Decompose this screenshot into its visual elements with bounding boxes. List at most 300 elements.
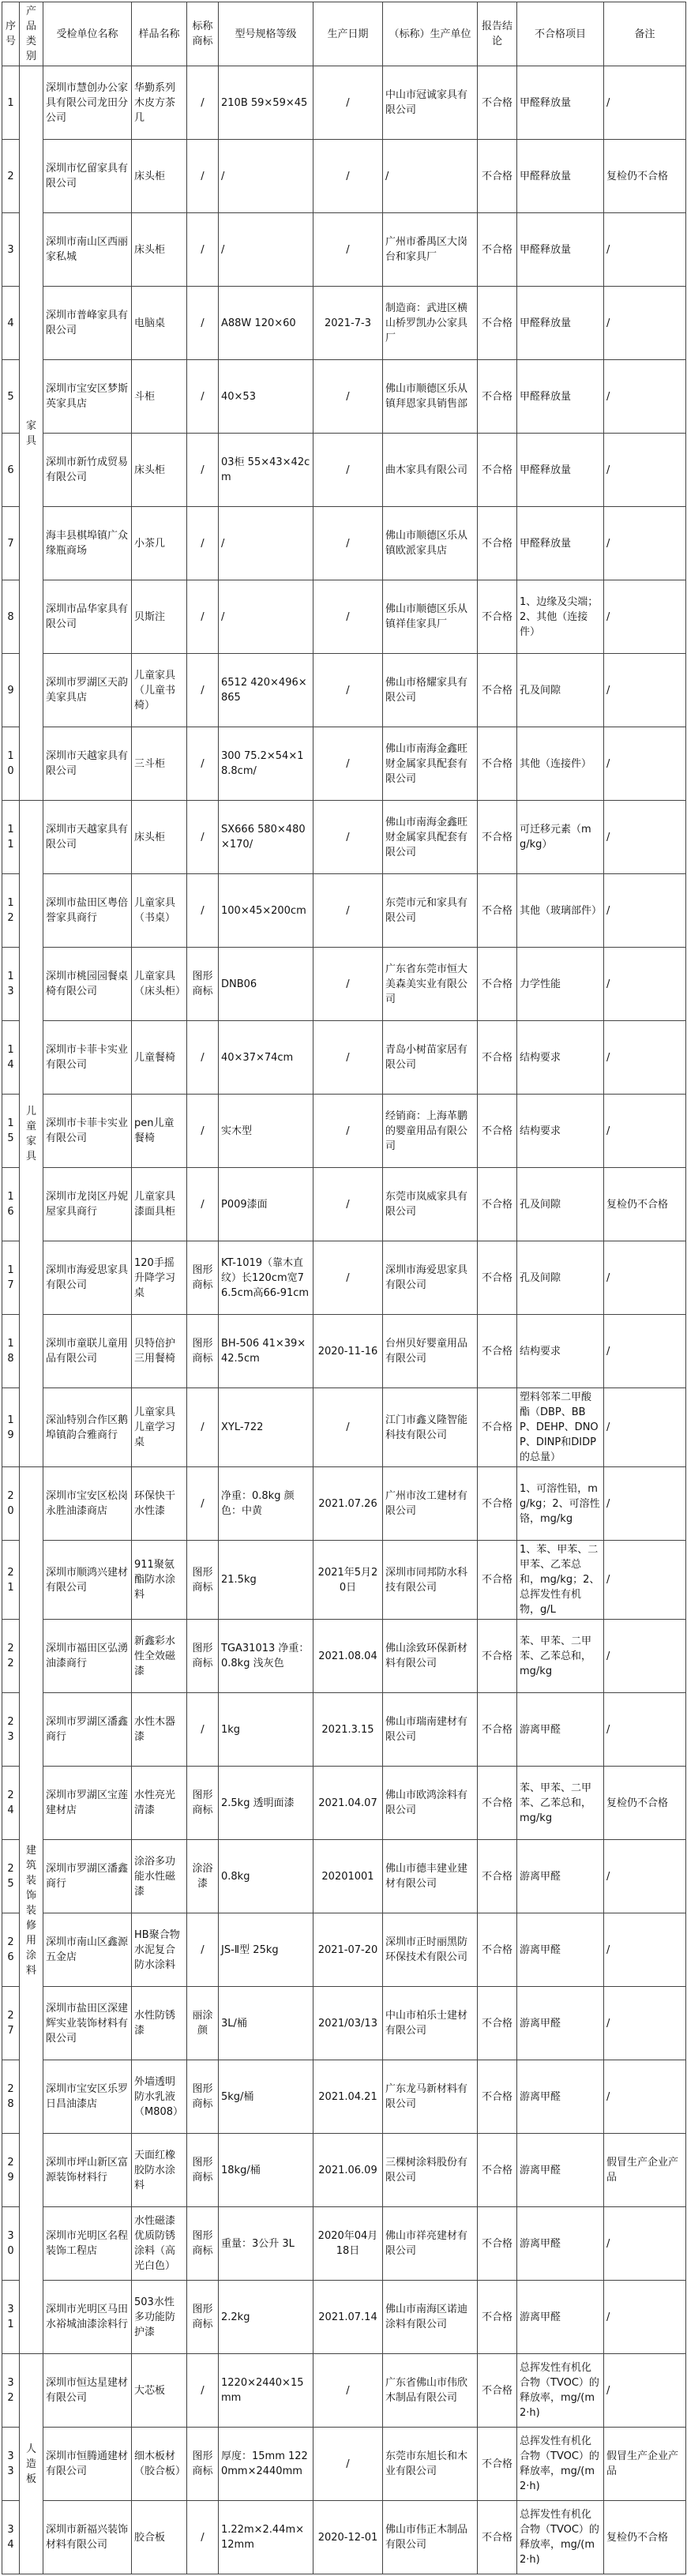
row-unit: 深圳市南山区鑫源五金店 <box>43 1913 132 1987</box>
row-items: 游离甲醛 <box>517 2281 604 2354</box>
row-result: 不合格 <box>478 213 517 287</box>
row-date: / <box>313 874 383 948</box>
row-brand: / <box>187 1693 219 1767</box>
table-row <box>2 287 686 360</box>
row-sample: 床头柜 <box>132 140 187 213</box>
row-producer: 深圳市正时丽黑防环保技术有限公司 <box>383 1913 478 1987</box>
row-unit: 深圳市龙岗区丹妮屋家具商行 <box>43 1168 132 1241</box>
table-row <box>2 2281 686 2354</box>
row-result: 不合格 <box>478 2354 517 2428</box>
row-producer: 东莞市岚威家具有限公司 <box>383 1168 478 1241</box>
row-brand: / <box>187 801 219 874</box>
row-model: 0.8kg <box>219 1840 313 1913</box>
row-model: SX666 580×480×170/ <box>219 801 313 874</box>
row-model: BH-506 41×39×42.5cm <box>219 1315 313 1388</box>
row-unit: 深圳市忆留家具有限公司 <box>43 140 132 213</box>
row-items: 其他（玻璃部件） <box>517 874 604 948</box>
row-date: / <box>313 434 383 507</box>
row-model: 1kg <box>219 1693 313 1767</box>
table-row <box>2 1467 686 1541</box>
row-no: 32 <box>2 2354 20 2428</box>
row-model: 2.5kg 透明面漆 <box>219 1767 313 1840</box>
row-remark: 假冒生产企业产品 <box>604 2428 686 2501</box>
row-unit: 深圳市罗湖区宝莲建材店 <box>43 1767 132 1840</box>
row-date: / <box>313 140 383 213</box>
row-remark: / <box>604 287 686 360</box>
row-remark: / <box>604 1315 686 1388</box>
row-date: 2021-7-3 <box>313 287 383 360</box>
row-items: 1、可溶性铅，mg/kg；2、可溶性铬，mg/kg <box>517 1467 604 1541</box>
row-model: 6512 420×496×865 <box>219 654 313 727</box>
row-unit: 深圳市宝安区乐罗日昌油漆店 <box>43 2060 132 2134</box>
row-no: 19 <box>2 1388 20 1467</box>
table-row <box>2 507 686 580</box>
row-result: 不合格 <box>478 1693 517 1767</box>
row-brand: 图形商标 <box>187 2207 219 2281</box>
row-brand: / <box>187 140 219 213</box>
row-no: 24 <box>2 1767 20 1840</box>
table-row <box>2 727 686 801</box>
row-sample: 新鑫彩水性全效磁漆 <box>132 1620 187 1693</box>
row-sample: 水性亮光清漆 <box>132 1767 187 1840</box>
row-items: 甲醛释放量 <box>517 140 604 213</box>
row-brand: / <box>187 360 219 434</box>
row-items: 孔及间隙 <box>517 1241 604 1315</box>
row-model: 100×45×200cm <box>219 874 313 948</box>
row-model: 厚度：15mm 1220mm×2440mm <box>219 2428 313 2501</box>
row-result: 不合格 <box>478 801 517 874</box>
row-result: 不合格 <box>478 66 517 140</box>
row-sample: 水性防锈漆 <box>132 1987 187 2060</box>
row-date: / <box>313 654 383 727</box>
row-remark: / <box>604 948 686 1021</box>
row-unit: 深圳市天越家具有限公司 <box>43 801 132 874</box>
row-model: / <box>219 213 313 287</box>
row-result: 不合格 <box>478 580 517 654</box>
row-sample: 电脑桌 <box>132 287 187 360</box>
row-brand: 图形商标 <box>187 1241 219 1315</box>
row-sample: 水性木器漆 <box>132 1693 187 1767</box>
table-row <box>2 140 686 213</box>
row-remark: / <box>604 360 686 434</box>
row-result: 不合格 <box>478 1388 517 1467</box>
table-row <box>2 580 686 654</box>
row-unit: 深圳市顺鸿兴建材有限公司 <box>43 1541 132 1620</box>
row-model: / <box>219 507 313 580</box>
category-cell: 人造板 <box>20 2354 43 2574</box>
row-brand: / <box>187 66 219 140</box>
row-brand: / <box>187 213 219 287</box>
row-no: 33 <box>2 2428 20 2501</box>
row-remark: / <box>604 1913 686 1987</box>
row-remark: 复检仍不合格 <box>604 2501 686 2574</box>
row-no: 3 <box>2 213 20 287</box>
row-no: 5 <box>2 360 20 434</box>
row-result: 不合格 <box>478 1987 517 2060</box>
row-remark: / <box>604 1388 686 1467</box>
row-result: 不合格 <box>478 507 517 580</box>
row-items: 甲醛释放量 <box>517 213 604 287</box>
row-unit: 深汕特别合作区鹅埠镇韵合雅商行 <box>43 1388 132 1467</box>
row-no: 26 <box>2 1913 20 1987</box>
row-unit: 深圳市盐田区粤倍誉家具商行 <box>43 874 132 948</box>
row-remark: / <box>604 1840 686 1913</box>
row-model: / <box>219 140 313 213</box>
row-result: 不合格 <box>478 1620 517 1693</box>
row-result: 不合格 <box>478 360 517 434</box>
row-result: 不合格 <box>478 654 517 727</box>
row-date: / <box>313 580 383 654</box>
row-unit: 深圳市海爱思家具有限公司 <box>43 1241 132 1315</box>
row-items: 总挥发性有机化合物（TVOC）的释放率，mg/(m2·h) <box>517 2354 604 2428</box>
row-brand: 图形商标 <box>187 1767 219 1840</box>
row-unit: 深圳市恒腾通建材有限公司 <box>43 2428 132 2501</box>
row-brand: / <box>187 727 219 801</box>
row-items: 游离甲醛 <box>517 1840 604 1913</box>
row-remark: / <box>604 2207 686 2281</box>
row-date: / <box>313 66 383 140</box>
row-no: 9 <box>2 654 20 727</box>
row-sample: 911聚氨酯防水涂料 <box>132 1541 187 1620</box>
row-unit: 深圳市新竹成贸易有限公司 <box>43 434 132 507</box>
row-date: 2021/03/13 <box>313 1987 383 2060</box>
row-date: 2020年04月18日 <box>313 2207 383 2281</box>
row-remark: / <box>604 727 686 801</box>
row-items: 游离甲醛 <box>517 2060 604 2134</box>
row-brand: / <box>187 434 219 507</box>
row-date: / <box>313 1241 383 1315</box>
row-brand: 图形商标 <box>187 1541 219 1620</box>
row-remark: / <box>604 1620 686 1693</box>
row-date: / <box>313 2428 383 2501</box>
row-model: 1.22m×2.44m×12mm <box>219 2501 313 2574</box>
row-no: 20 <box>2 1467 20 1541</box>
row-producer: 佛山市南海金鑫旺财金属家具配套有限公司 <box>383 727 478 801</box>
row-brand: 图形商标 <box>187 1315 219 1388</box>
row-remark: 假冒生产企业产品 <box>604 2134 686 2207</box>
row-brand: / <box>187 2354 219 2428</box>
row-items: 1、边缘及尖端；2、其他（连接件） <box>517 580 604 654</box>
category-cell: 建筑装饰装修用涂料 <box>20 1467 43 2354</box>
row-sample: 斗柜 <box>132 360 187 434</box>
table-row <box>2 1095 686 1168</box>
row-date: / <box>313 213 383 287</box>
row-unit: 深圳市普峰家具有限公司 <box>43 287 132 360</box>
row-producer: 曲木家具有限公司 <box>383 434 478 507</box>
row-result: 不合格 <box>478 2501 517 2574</box>
row-brand: / <box>187 580 219 654</box>
inspection-results-table <box>2 2 686 2574</box>
row-remark: 复检仍不合格 <box>604 1767 686 1840</box>
row-items: 甲醛释放量 <box>517 66 604 140</box>
row-model: 40×37×74cm <box>219 1021 313 1095</box>
row-sample: 床头柜 <box>132 434 187 507</box>
row-items: 力学性能 <box>517 948 604 1021</box>
row-remark: / <box>604 2281 686 2354</box>
table-row <box>2 1693 686 1767</box>
row-sample: 儿童家具儿童学习桌 <box>132 1388 187 1467</box>
row-unit: 深圳市卡菲卡实业有限公司 <box>43 1021 132 1095</box>
row-producer: 深圳市海爱思家具有限公司 <box>383 1241 478 1315</box>
row-date: 2021.06.09 <box>313 2134 383 2207</box>
row-no: 11 <box>2 801 20 874</box>
table-row <box>2 1767 686 1840</box>
row-items: 甲醛释放量 <box>517 360 604 434</box>
row-producer: 台州贝好婴童用品有限公司 <box>383 1315 478 1388</box>
table-row <box>2 1541 686 1620</box>
row-sample: 儿童餐椅 <box>132 1021 187 1095</box>
row-remark: / <box>604 1095 686 1168</box>
row-no: 14 <box>2 1021 20 1095</box>
row-result: 不合格 <box>478 2060 517 2134</box>
row-items: 甲醛释放量 <box>517 434 604 507</box>
table-row <box>2 434 686 507</box>
row-sample: 天面红橡胶防水涂料 <box>132 2134 187 2207</box>
row-remark: / <box>604 66 686 140</box>
row-sample: pen儿童餐椅 <box>132 1095 187 1168</box>
row-producer: 东莞市东旭长和木业有限公司 <box>383 2428 478 2501</box>
row-brand: / <box>187 507 219 580</box>
row-sample: 胶合板 <box>132 2501 187 2574</box>
row-sample: 120手摇升降学习桌 <box>132 1241 187 1315</box>
row-model: 18kg/桶 <box>219 2134 313 2207</box>
row-no: 13 <box>2 948 20 1021</box>
table-row <box>2 2207 686 2281</box>
row-producer: 佛山市欧鸿涂料有限公司 <box>383 1767 478 1840</box>
row-sample: 503水性多功能防护漆 <box>132 2281 187 2354</box>
row-no: 16 <box>2 1168 20 1241</box>
row-items: 结构要求 <box>517 1021 604 1095</box>
table-row <box>2 1840 686 1913</box>
row-model: JS-Ⅱ型 25kg <box>219 1913 313 1987</box>
row-producer: 江门市鑫义隆智能科技有限公司 <box>383 1388 478 1467</box>
row-date: / <box>313 948 383 1021</box>
row-result: 不合格 <box>478 874 517 948</box>
row-result: 不合格 <box>478 434 517 507</box>
table-row <box>2 2134 686 2207</box>
header-sample: 样品名称 <box>132 2 187 66</box>
row-remark: / <box>604 1241 686 1315</box>
row-sample: HB聚合物水泥复合防水涂料 <box>132 1913 187 1987</box>
row-brand: 涂浴漆 <box>187 1840 219 1913</box>
row-unit: 深圳市品华家具有限公司 <box>43 580 132 654</box>
row-producer: / <box>383 140 478 213</box>
row-model: P009漆面 <box>219 1168 313 1241</box>
row-date: 2020-11-16 <box>313 1315 383 1388</box>
header-date: 生产日期 <box>313 2 383 66</box>
row-date: / <box>313 1388 383 1467</box>
row-no: 6 <box>2 434 20 507</box>
row-model: DNB06 <box>219 948 313 1021</box>
row-no: 12 <box>2 874 20 948</box>
row-remark: / <box>604 654 686 727</box>
row-result: 不合格 <box>478 2134 517 2207</box>
row-producer: 佛山市德丰建业建材有限公司 <box>383 1840 478 1913</box>
row-model: 净重：0.8kg 颜色：中黄 <box>219 1467 313 1541</box>
row-brand: / <box>187 654 219 727</box>
category-cell: 儿童家具 <box>20 801 43 1467</box>
row-brand: / <box>187 1467 219 1541</box>
row-model: 5kg/桶 <box>219 2060 313 2134</box>
row-no: 22 <box>2 1620 20 1693</box>
row-model: 03柜 55×43×42cm <box>219 434 313 507</box>
row-date: / <box>313 727 383 801</box>
row-model: 21.5kg <box>219 1541 313 1620</box>
row-brand: 图形商标 <box>187 2428 219 2501</box>
row-model: 1220×2440×15mm <box>219 2354 313 2428</box>
row-no: 34 <box>2 2501 20 2574</box>
row-remark: / <box>604 2354 686 2428</box>
row-no: 2 <box>2 140 20 213</box>
row-model: 重量：3公升 3L <box>219 2207 313 2281</box>
row-no: 30 <box>2 2207 20 2281</box>
table-row <box>2 2354 686 2428</box>
row-items: 其他（连接件） <box>517 727 604 801</box>
row-producer: 佛山市顺德区乐从镇欧派家具店 <box>383 507 478 580</box>
row-items: 苯、甲苯、二甲苯、乙苯总和，mg/kg <box>517 1767 604 1840</box>
row-result: 不合格 <box>478 140 517 213</box>
row-producer: 佛山市祥亮建材有限公司 <box>383 2207 478 2281</box>
row-remark: / <box>604 580 686 654</box>
row-producer: 中山市冠诚家具有限公司 <box>383 66 478 140</box>
row-unit: 深圳市童联儿童用品有限公司 <box>43 1315 132 1388</box>
row-producer: 经销商：上海革鹏的婴童用品有限公司 <box>383 1095 478 1168</box>
row-no: 15 <box>2 1095 20 1168</box>
row-sample: 水性磁漆优质防锈涂料（高光白色） <box>132 2207 187 2281</box>
row-remark: / <box>604 1021 686 1095</box>
row-items: 1、苯、甲苯、二甲苯、乙苯总和，mg/kg；2、总挥发性有机物，g/L <box>517 1541 604 1620</box>
row-unit: 深圳市卡菲卡实业有限公司 <box>43 1095 132 1168</box>
row-result: 不合格 <box>478 287 517 360</box>
row-producer: 广东龙马新材料有限公司 <box>383 2060 478 2134</box>
row-items: 可迁移元素（mg/kg） <box>517 801 604 874</box>
table-row <box>2 213 686 287</box>
row-result: 不合格 <box>478 1168 517 1241</box>
row-sample: 大芯板 <box>132 2354 187 2428</box>
row-result: 不合格 <box>478 1767 517 1840</box>
row-no: 1 <box>2 66 20 140</box>
row-result: 不合格 <box>478 727 517 801</box>
row-unit: 深圳市宝安区梦斯英家具店 <box>43 360 132 434</box>
row-unit: 深圳市南山区西丽家私城 <box>43 213 132 287</box>
row-sample: 儿童家具漆面具柜 <box>132 1168 187 1241</box>
row-date: 2021.07.26 <box>313 1467 383 1541</box>
row-result: 不合格 <box>478 1913 517 1987</box>
row-model: 210B 59×59×45 <box>219 66 313 140</box>
row-brand: 图形商标 <box>187 2060 219 2134</box>
row-producer: 佛山市南海区诺迪涂料有限公司 <box>383 2281 478 2354</box>
row-result: 不合格 <box>478 948 517 1021</box>
table-row <box>2 1987 686 2060</box>
row-result: 不合格 <box>478 1021 517 1095</box>
table-row <box>2 1168 686 1241</box>
row-date: 2021.04.21 <box>313 2060 383 2134</box>
row-result: 不合格 <box>478 1241 517 1315</box>
row-model: 3L/桶 <box>219 1987 313 2060</box>
row-sample: 儿童家具（床头柜） <box>132 948 187 1021</box>
table-row <box>2 360 686 434</box>
row-producer: 深圳市同邦防水科技有限公司 <box>383 1541 478 1620</box>
table-row <box>2 874 686 948</box>
row-brand: / <box>187 2501 219 2574</box>
row-remark: / <box>604 434 686 507</box>
row-sample: 涂浴多功能水性磁漆 <box>132 1840 187 1913</box>
row-items: 游离甲醛 <box>517 2134 604 2207</box>
row-sample: 小茶几 <box>132 507 187 580</box>
row-unit: 深圳市恒达星建材有限公司 <box>43 2354 132 2428</box>
row-unit: 深圳市罗湖区潘鑫商行 <box>43 1693 132 1767</box>
table-row <box>2 1315 686 1388</box>
row-sample: 贝特倍护三用餐椅 <box>132 1315 187 1388</box>
row-date: 2021.3.15 <box>313 1693 383 1767</box>
row-remark: 复检仍不合格 <box>604 1168 686 1241</box>
row-remark: / <box>604 1987 686 2060</box>
table-row <box>2 1620 686 1693</box>
row-producer: 广东省佛山市伟欣木制品有限公司 <box>383 2354 478 2428</box>
row-date: / <box>313 507 383 580</box>
row-items: 游离甲醛 <box>517 2207 604 2281</box>
row-remark: / <box>604 801 686 874</box>
category-cell: 家具 <box>20 66 43 801</box>
row-unit: 深圳市新福兴装饰材料有限公司 <box>43 2501 132 2574</box>
row-date: 2021.07.14 <box>313 2281 383 2354</box>
row-unit: 深圳市天越家具有限公司 <box>43 727 132 801</box>
row-items: 苯、甲苯、二甲苯、乙苯总和，mg/kg <box>517 1620 604 1693</box>
row-brand: / <box>187 287 219 360</box>
row-remark: / <box>604 213 686 287</box>
row-producer: 广东省东莞市恒大美森美实业有限公司 <box>383 948 478 1021</box>
row-date: 20201001 <box>313 1840 383 1913</box>
header-model: 型号规格等级 <box>219 2 313 66</box>
row-result: 不合格 <box>478 2428 517 2501</box>
row-producer: 青岛小树苗家居有限公司 <box>383 1021 478 1095</box>
row-items: 游离甲醛 <box>517 1987 604 2060</box>
row-producer: 广州市汝工建材有限公司 <box>383 1467 478 1541</box>
row-producer: 中山市柏乐士建材有限公司 <box>383 1987 478 2060</box>
row-producer: 佛山市顺德区乐从镇祥佳家具厂 <box>383 580 478 654</box>
row-no: 18 <box>2 1315 20 1388</box>
row-remark: / <box>604 2060 686 2134</box>
row-unit: 深圳市福田区弘湧油漆商行 <box>43 1620 132 1693</box>
row-model: KT-1019（靠木直纹）长120cm宽76.5cm高66-91cm <box>219 1241 313 1315</box>
row-no: 8 <box>2 580 20 654</box>
row-unit: 深圳市罗湖区潘鑫商行 <box>43 1840 132 1913</box>
row-remark: / <box>604 507 686 580</box>
table-row <box>2 801 686 874</box>
row-items: 总挥发性有机化合物（TVOC）的释放率，mg/(m2·h) <box>517 2501 604 2574</box>
row-model: / <box>219 580 313 654</box>
row-unit: 深圳市盐田区深建辉实业装饰材料有限公司 <box>43 1987 132 2060</box>
row-brand: 丽涂颜 <box>187 1987 219 2060</box>
header-producer: （标称）生产单位 <box>383 2 478 66</box>
table-row <box>2 1913 686 1987</box>
row-sample: 环保快干水性漆 <box>132 1467 187 1541</box>
row-no: 31 <box>2 2281 20 2354</box>
row-unit: 深圳市罗湖区天韵美家具店 <box>43 654 132 727</box>
row-date: 2021年5月20日 <box>313 1541 383 1620</box>
table-row <box>2 1241 686 1315</box>
row-producer: 佛山市顺德区乐从镇拜恩家具销售部 <box>383 360 478 434</box>
row-no: 29 <box>2 2134 20 2207</box>
table-row <box>2 948 686 1021</box>
row-items: 游离甲醛 <box>517 1693 604 1767</box>
row-items: 孔及间隙 <box>517 654 604 727</box>
row-result: 不合格 <box>478 1541 517 1620</box>
row-date: / <box>313 2354 383 2428</box>
row-unit: 深圳市慧创办公家具有限公司龙田分公司 <box>43 66 132 140</box>
row-result: 不合格 <box>478 1840 517 1913</box>
row-result: 不合格 <box>478 2281 517 2354</box>
